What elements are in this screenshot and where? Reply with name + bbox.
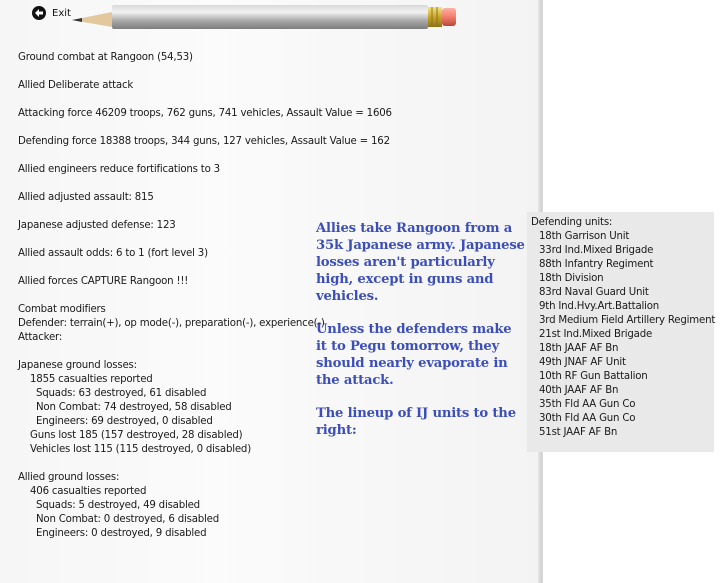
unit-item: 49th JNAF AF Unit: [539, 357, 626, 368]
capture-line: Allied forces CAPTURE Rangoon !!!: [18, 276, 189, 287]
al-squads: Squads: 5 destroyed, 49 disabled: [36, 500, 200, 511]
assault-odds: Allied assault odds: 6 to 1 (fort level 3): [18, 248, 208, 259]
engineers-line: Allied engineers reduce fortifications to 3: [18, 164, 220, 175]
modifiers-attacker: Attacker:: [18, 332, 63, 343]
unit-item: 40th JAAF AF Bn: [539, 385, 619, 396]
unit-item: 10th RF Gun Battalion: [539, 371, 648, 382]
attacking-force: Attacking force 46209 troops, 762 guns, 741 vehicles, Assault Value = 1606: [18, 108, 392, 119]
exit-arrow-icon: [32, 6, 46, 20]
jp-casualties: 1855 casualties reported: [30, 374, 153, 385]
attack-type: Allied Deliberate attack: [18, 80, 134, 91]
unit-item: 3rd Medium Field Artillery Regiment: [539, 315, 716, 326]
unit-item: 18th JAAF AF Bn: [539, 343, 619, 354]
unit-item: 18th Division: [539, 273, 604, 284]
commentary-paragraph: The lineup of IJ units to the right:: [316, 406, 516, 438]
unit-item: 83rd Naval Guard Unit: [539, 287, 649, 298]
jp-vehicles: Vehicles lost 115 (115 destroyed, 0 disabled): [30, 444, 251, 455]
jp-noncombat: Non Combat: 74 destroyed, 58 disabled: [36, 402, 232, 413]
defending-units-panel: [527, 212, 714, 452]
exit-button[interactable]: [32, 6, 71, 20]
al-engineers: Engineers: 0 destroyed, 9 disabled: [36, 528, 207, 539]
pencil-icon: [70, 2, 470, 32]
adjusted-defense: Japanese adjusted defense: 123: [18, 220, 176, 231]
exit-label: Exit: [52, 7, 71, 19]
defending-units-header: Defending units:: [531, 217, 613, 228]
unit-item: 9th Ind.Hvy.Art.Battalion: [539, 301, 660, 312]
defending-force: Defending force 18388 troops, 344 guns, 127 vehicles, Assault Value = 162: [18, 136, 390, 147]
unit-item: 18th Garrison Unit: [539, 231, 630, 242]
modifiers-defender: Defender: terrain(+), op mode(-), preparation(-), experience(-): [18, 318, 325, 329]
commentary-paragraph: Unless the defenders make it to Pegu tomorrow, they should nearly evaporate in the attack.: [316, 322, 512, 388]
defending-units-list: [539, 230, 715, 440]
adjusted-assault: Allied adjusted assault: 815: [18, 192, 154, 203]
report-header: Ground combat at Rangoon (54,53): [18, 52, 193, 63]
unit-item: 30th Fld AA Gun Co: [539, 413, 636, 424]
commentary-paragraph: Allies take Rangoon from a 35k Japanese army. Japanese losses aren't particularly high, except in guns and vehicles.: [316, 221, 525, 304]
unit-item: 51st JAAF AF Bn: [539, 427, 618, 438]
commentary: [316, 220, 526, 455]
unit-item: 21st Ind.Mixed Brigade: [539, 329, 653, 340]
combat-report: [18, 51, 392, 541]
jp-losses-title: Japanese ground losses:: [18, 360, 137, 371]
al-casualties: 406 casualties reported: [30, 486, 147, 497]
modifiers-title: Combat modifiers: [18, 304, 106, 315]
unit-item: 35th Fld AA Gun Co: [539, 399, 636, 410]
jp-squads: Squads: 63 destroyed, 61 disabled: [36, 388, 207, 399]
unit-item: 33rd Ind.Mixed Brigade: [539, 245, 654, 256]
al-losses-title: Allied ground losses:: [18, 472, 120, 483]
jp-guns: Guns lost 185 (157 destroyed, 28 disabled): [30, 430, 243, 441]
al-noncombat: Non Combat: 0 destroyed, 6 disabled: [36, 514, 219, 525]
unit-item: 88th Infantry Regiment: [539, 259, 654, 270]
jp-engineers: Engineers: 69 destroyed, 0 disabled: [36, 416, 213, 427]
